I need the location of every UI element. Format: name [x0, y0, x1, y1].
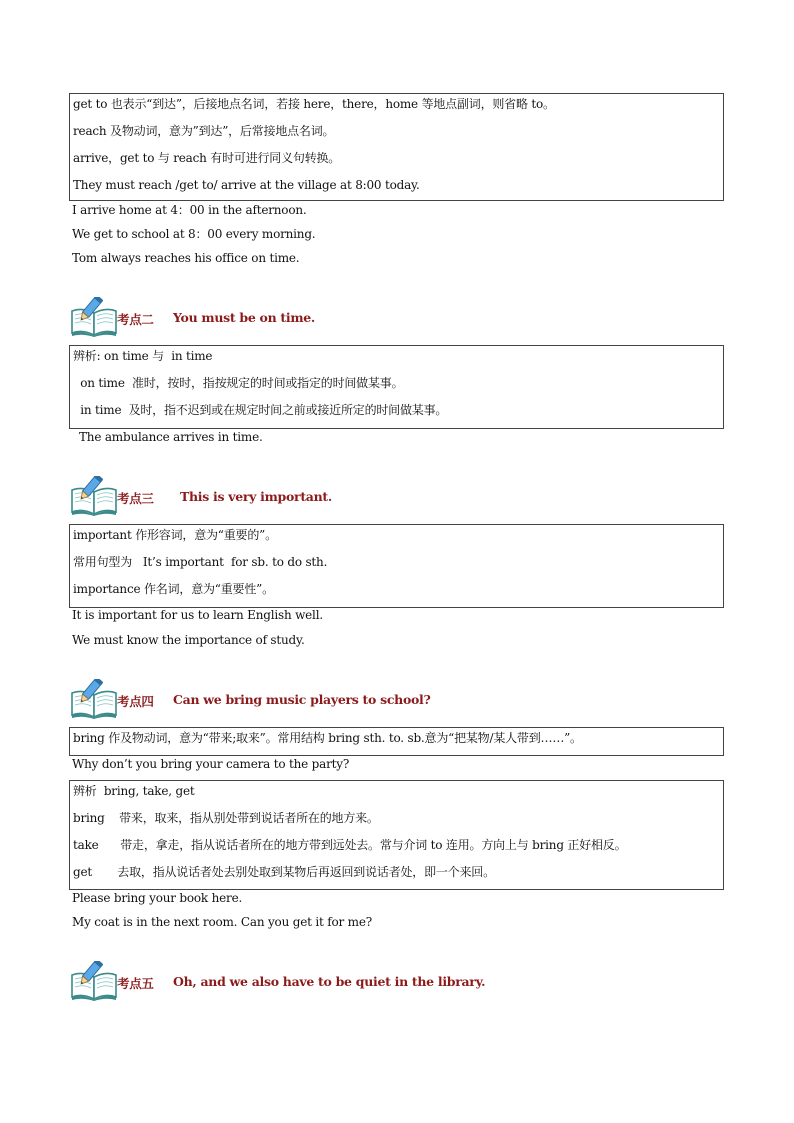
- note-line: bring 带来，取来，指从别处带到说话者所在的地方来。: [73, 811, 379, 825]
- section-label: 考点五: [117, 976, 154, 991]
- section-heading-4: [70, 679, 670, 719]
- note-line: get to 也表示“到达”，后接地点名词，若接 here，there，home 等地点副词，则省略 to。: [73, 97, 555, 111]
- example-sentence: Please bring your book here.: [72, 891, 243, 905]
- section-title: Can we bring music players to school?: [173, 692, 431, 707]
- book-pen-icon: [70, 476, 118, 516]
- section-label: 考点三: [117, 491, 154, 506]
- note-line: important 作形容词，意为“重要的”。: [73, 528, 277, 542]
- example-sentence: I arrive home at 4：00 in the afternoon.: [72, 203, 307, 217]
- note-line: on time 准时，按时，指按规定的时间或指定的时间做某事。: [73, 376, 404, 390]
- note-line: bring 作及物动词，意为“带来;取来”。常用结构 bring sth. to. sb.意为“把某物/某人带到……”。: [73, 731, 582, 745]
- note-line: get 去取，指从说话者处去别处取到某物后再返回到说话者处，即一个来回。: [73, 865, 495, 879]
- example-sentence: My coat is in the next room. Can you get it for me?: [72, 915, 372, 929]
- note-box-bring: [69, 727, 724, 756]
- section-title: Oh, and we also have to be quiet in the library.: [173, 974, 486, 989]
- example-sentence: Why don’t you bring your camera to the party?: [72, 757, 350, 771]
- example-sentence: Tom always reaches his office on time.: [72, 251, 300, 265]
- note-line: importance 作名词，意为“重要性”。: [73, 582, 274, 596]
- note-line: arrive，get to 与 reach 有时可进行同义句转换。: [73, 151, 341, 165]
- section-label: 考点二: [117, 312, 154, 327]
- section-heading-2: [70, 297, 670, 337]
- example-sentence: It is important for us to learn English well.: [72, 608, 323, 622]
- example-sentence: We get to school at 8：00 every morning.: [72, 227, 316, 241]
- book-pen-icon: [70, 679, 118, 719]
- example-sentence: We must know the importance of study.: [72, 633, 305, 647]
- note-line: take 带走，拿走，指从说话者所在的地方带到远处去。常与介词 to 连用。方向上与 bring 正好相反。: [73, 838, 627, 852]
- book-pen-icon: [70, 297, 118, 337]
- note-box-important: [69, 524, 724, 608]
- section-heading-3: [70, 476, 670, 516]
- section-title: You must be on time.: [173, 310, 315, 325]
- section-heading-5: [70, 961, 670, 1001]
- section-title: This is very important.: [180, 489, 332, 504]
- note-line: They must reach /get to/ arrive at the village at 8:00 today.: [73, 178, 420, 192]
- note-box-on-time-in-time: [69, 345, 724, 429]
- note-line: in time 及时，指不迟到或在规定时间之前或接近所定的时间做某事。: [73, 403, 448, 417]
- section-label: 考点四: [117, 694, 154, 709]
- note-box-get-to-reach-arrive: [69, 93, 724, 201]
- note-line: 常用句型为 It’s important for sb. to do sth.: [73, 555, 328, 569]
- note-line: 辨析: on time 与 in time: [73, 349, 213, 363]
- example-sentence: The ambulance arrives in time.: [79, 430, 263, 444]
- note-line: 辨析 bring, take, get: [73, 784, 195, 798]
- book-pen-icon: [70, 961, 118, 1001]
- note-line: reach 及物动词，意为”到达”，后常接地点名词。: [73, 124, 335, 138]
- note-box-bring-take-get: [69, 780, 724, 890]
